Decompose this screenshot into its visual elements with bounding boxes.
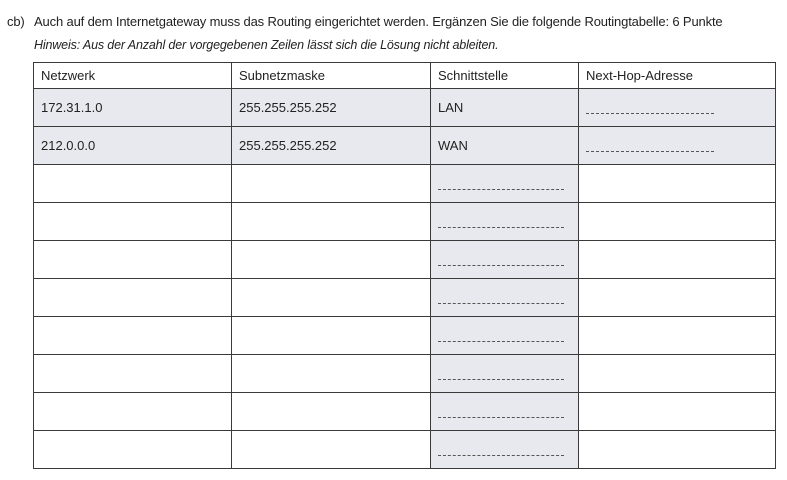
answer-line [438, 379, 564, 380]
cell-subnetzmaske[interactable] [232, 203, 431, 241]
routing-table [33, 62, 776, 469]
header-netzwerk: Netzwerk [34, 63, 232, 89]
cell-netzwerk[interactable] [34, 355, 232, 393]
table-row [34, 317, 776, 355]
cell-schnittstelle[interactable] [431, 165, 579, 203]
task-text: Auch auf dem Internetgateway muss das Routing eingerichtet werden. Ergänzen Sie die folgende Routingtabelle: 6 Punkte [34, 14, 723, 29]
header-schnittstelle: Schnittstelle [431, 63, 579, 89]
table-row [34, 89, 776, 127]
cell-netzwerk[interactable] [34, 203, 232, 241]
task-label: cb) [7, 14, 25, 29]
cell-schnittstelle[interactable] [431, 393, 579, 431]
answer-line [438, 189, 564, 190]
table-row [34, 241, 776, 279]
cell-schnittstelle: LAN [431, 89, 579, 127]
cell-subnetzmaske[interactable] [232, 241, 431, 279]
cell-subnetzmaske[interactable] [232, 355, 431, 393]
cell-schnittstelle[interactable] [431, 317, 579, 355]
cell-subnetzmaske[interactable] [232, 393, 431, 431]
answer-line [586, 113, 714, 114]
header-subnetzmaske: Subnetzmaske [232, 63, 431, 89]
answer-line [438, 341, 564, 342]
cell-subnetzmaske[interactable] [232, 317, 431, 355]
cell-netzwerk[interactable] [34, 393, 232, 431]
cell-netzwerk[interactable] [34, 165, 232, 203]
table-row [34, 393, 776, 431]
cell-subnetzmaske[interactable] [232, 431, 431, 469]
table-row [34, 279, 776, 317]
hint-text: Hinweis: Aus der Anzahl der vorgegebenen Zeilen lässt sich die Lösung nicht ableiten. [34, 38, 499, 52]
answer-line [438, 303, 564, 304]
cell-next-hop-adresse[interactable] [579, 165, 776, 203]
answer-line [438, 227, 564, 228]
cell-next-hop-adresse[interactable] [579, 317, 776, 355]
table-header-row [34, 63, 776, 89]
cell-subnetzmaske[interactable] [232, 279, 431, 317]
cell-schnittstelle[interactable] [431, 203, 579, 241]
cell-subnetzmaske[interactable] [232, 165, 431, 203]
table-row [34, 431, 776, 469]
cell-next-hop-adresse[interactable] [579, 431, 776, 469]
table-row [34, 165, 776, 203]
cell-next-hop-adresse[interactable] [579, 89, 776, 127]
cell-schnittstelle[interactable] [431, 241, 579, 279]
cell-netzwerk[interactable] [34, 241, 232, 279]
cell-schnittstelle: WAN [431, 127, 579, 165]
cell-next-hop-adresse[interactable] [579, 355, 776, 393]
task-statement [7, 14, 785, 29]
cell-schnittstelle[interactable] [431, 279, 579, 317]
table-row [34, 355, 776, 393]
cell-schnittstelle[interactable] [431, 431, 579, 469]
cell-next-hop-adresse[interactable] [579, 203, 776, 241]
table-row [34, 203, 776, 241]
cell-netzwerk[interactable] [34, 431, 232, 469]
table-row [34, 127, 776, 165]
cell-netzwerk[interactable] [34, 279, 232, 317]
answer-line [438, 265, 564, 266]
cell-netzwerk: 212.0.0.0 [34, 127, 232, 165]
header-next-hop-adresse: Next-Hop-Adresse [579, 63, 776, 89]
cell-netzwerk: 172.31.1.0 [34, 89, 232, 127]
cell-next-hop-adresse[interactable] [579, 127, 776, 165]
cell-netzwerk[interactable] [34, 317, 232, 355]
cell-subnetzmaske: 255.255.255.252 [232, 89, 431, 127]
answer-line [438, 455, 564, 456]
cell-next-hop-adresse[interactable] [579, 241, 776, 279]
cell-schnittstelle[interactable] [431, 355, 579, 393]
answer-line [586, 151, 714, 152]
cell-next-hop-adresse[interactable] [579, 279, 776, 317]
answer-line [438, 417, 564, 418]
cell-subnetzmaske: 255.255.255.252 [232, 127, 431, 165]
cell-next-hop-adresse[interactable] [579, 393, 776, 431]
